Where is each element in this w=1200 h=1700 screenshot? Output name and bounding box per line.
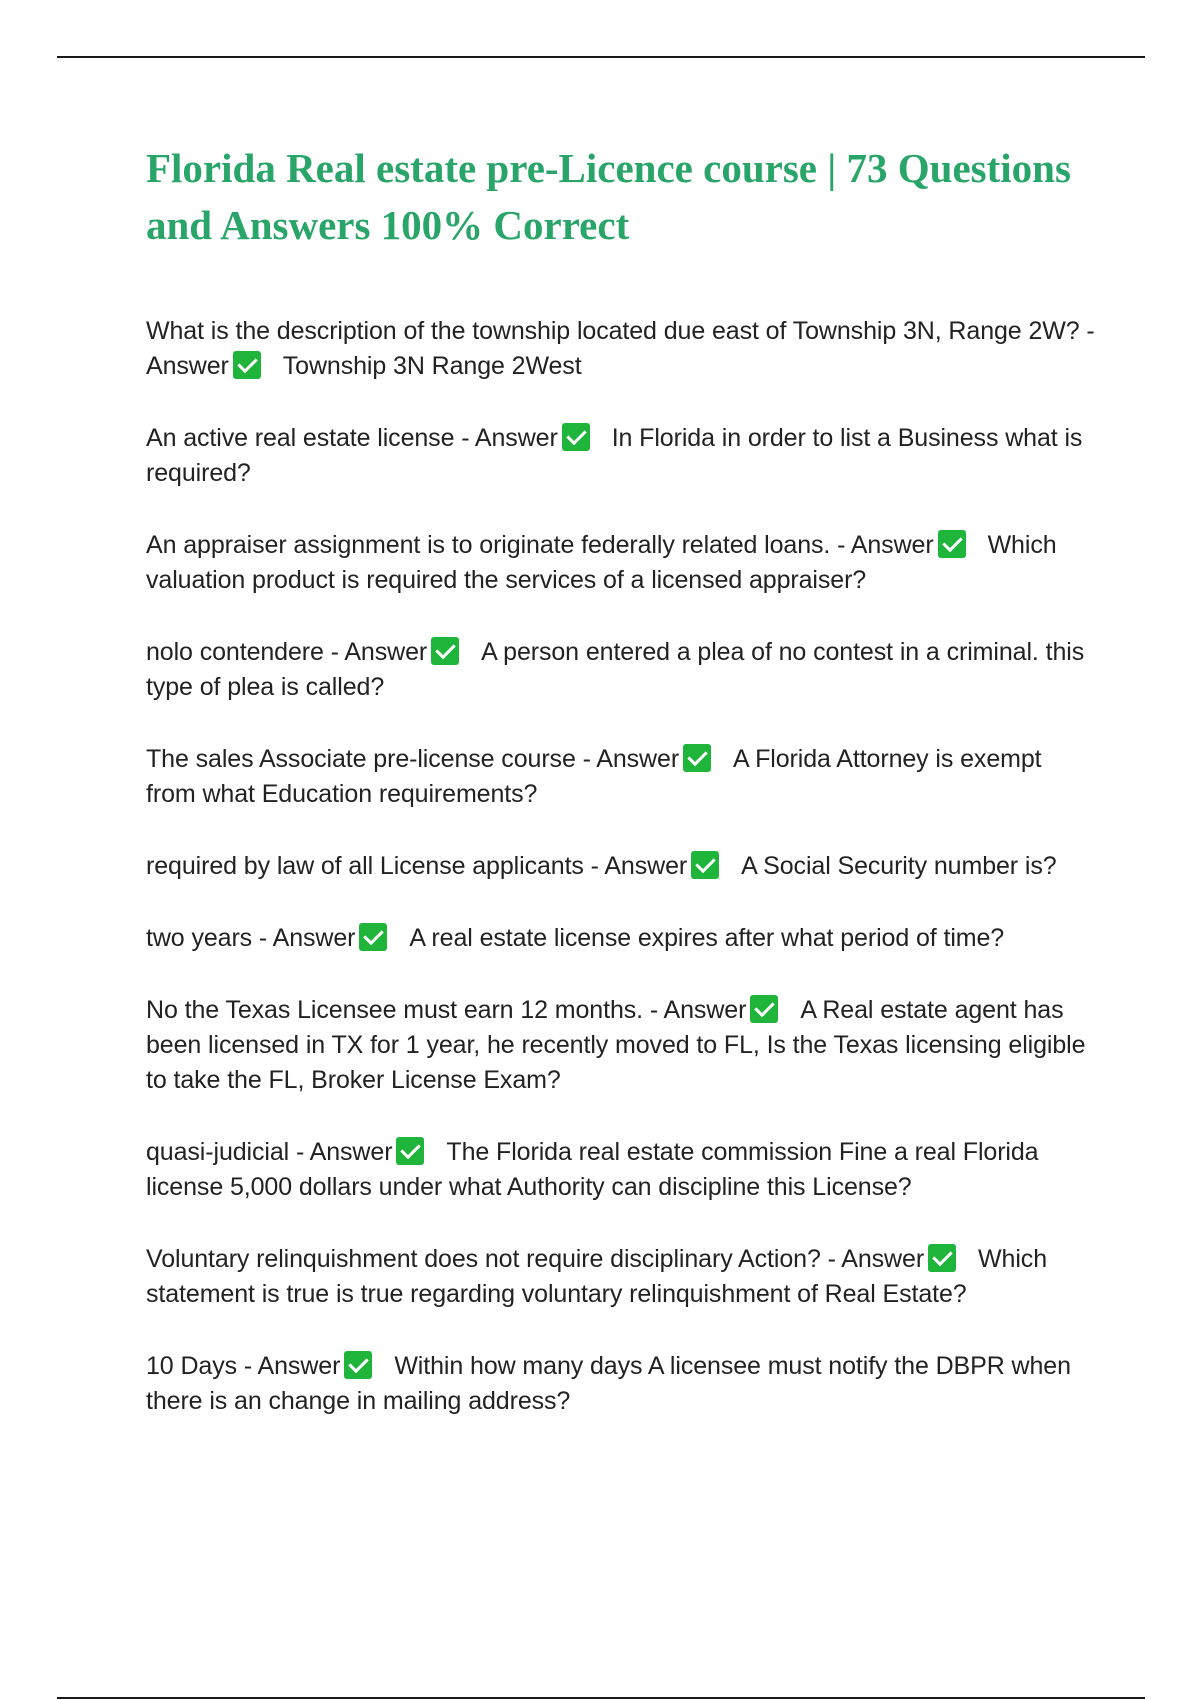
qa-question-text: Which statement is true is true regarding voluntary relinquishment of Real Estate? — [146, 1245, 1048, 1308]
document-body — [146, 140, 1096, 1456]
qa-question-text: In Florida in order to list a Business what is required? — [146, 424, 1083, 487]
check-mark-icon — [928, 1244, 956, 1272]
qa-list — [146, 314, 1096, 1419]
qa-item — [146, 1242, 1096, 1312]
qa-question-text: A person entered a plea of no contest in a criminal. this type of plea is called? — [146, 638, 1085, 701]
qa-answer-text: required by law of all License applicants - Answer — [146, 852, 688, 880]
qa-question-text: A real estate license expires after what period of time? — [409, 924, 1005, 952]
qa-answer-text: Voluntary relinquishment does not require disciplinary Action? - Answer — [146, 1245, 925, 1273]
qa-item — [146, 742, 1096, 812]
qa-item — [146, 528, 1096, 598]
check-mark-icon — [396, 1137, 424, 1165]
qa-answer-text: nolo contendere - Answer — [146, 638, 428, 666]
check-mark-icon — [691, 851, 719, 879]
qa-answer-text: No the Texas Licensee must earn 12 months. - Answer — [146, 996, 747, 1024]
qa-question-text: Within how many days A licensee must notify the DBPR when there is an change in mailing address? — [146, 1352, 1071, 1415]
check-mark-icon — [683, 744, 711, 772]
qa-answer-text: two years - Answer — [146, 924, 356, 952]
qa-question-text: The Florida real estate commission Fine a real Florida license 5,000 dollars under what Authority can discipline this License? — [146, 1138, 1039, 1201]
qa-item — [146, 635, 1096, 705]
qa-question-text: Which valuation product is required the services of a licensed appraiser? — [146, 531, 1057, 594]
qa-item — [146, 921, 1096, 956]
check-mark-icon — [938, 530, 966, 558]
qa-item — [146, 849, 1096, 884]
top-rule — [57, 56, 1145, 58]
qa-question-text: A Real estate agent has been licensed in TX for 1 year, he recently moved to FL, Is the Texas licensing eligible to take the FL, Broker License Exam? — [146, 996, 1086, 1094]
qa-answer-text: quasi-judicial - Answer — [146, 1138, 393, 1166]
qa-question-text: A Social Security number is? — [741, 852, 1057, 880]
check-mark-icon — [344, 1351, 372, 1379]
check-mark-icon — [562, 423, 590, 451]
document-title: Florida Real estate pre-Licence course | 73 Questions and Answers 100% Correct — [146, 145, 1071, 248]
qa-item — [146, 421, 1096, 491]
qa-item — [146, 1349, 1096, 1419]
check-mark-icon — [359, 923, 387, 951]
qa-answer-text: 10 Days - Answer — [146, 1352, 341, 1380]
qa-question-text: A Florida Attorney is exempt from what Education requirements? — [146, 745, 1042, 808]
bottom-rule — [57, 1697, 1145, 1699]
qa-answer-text: The sales Associate pre-license course - Answer — [146, 745, 680, 773]
qa-answer-text: An active real estate license - Answer — [146, 424, 558, 452]
qa-item — [146, 1135, 1096, 1205]
qa-item — [146, 314, 1096, 384]
qa-answer-text: An appraiser assignment is to originate federally related loans. - Answer — [146, 531, 934, 559]
qa-answer-text: What is the description of the township located due east of Township 3N, Range 2W? - Answer — [146, 317, 1095, 380]
check-mark-icon — [431, 637, 459, 665]
qa-item — [146, 993, 1096, 1098]
qa-question-text: Township 3N Range 2West — [282, 352, 582, 380]
check-mark-icon — [750, 995, 778, 1023]
check-mark-icon — [233, 351, 261, 379]
